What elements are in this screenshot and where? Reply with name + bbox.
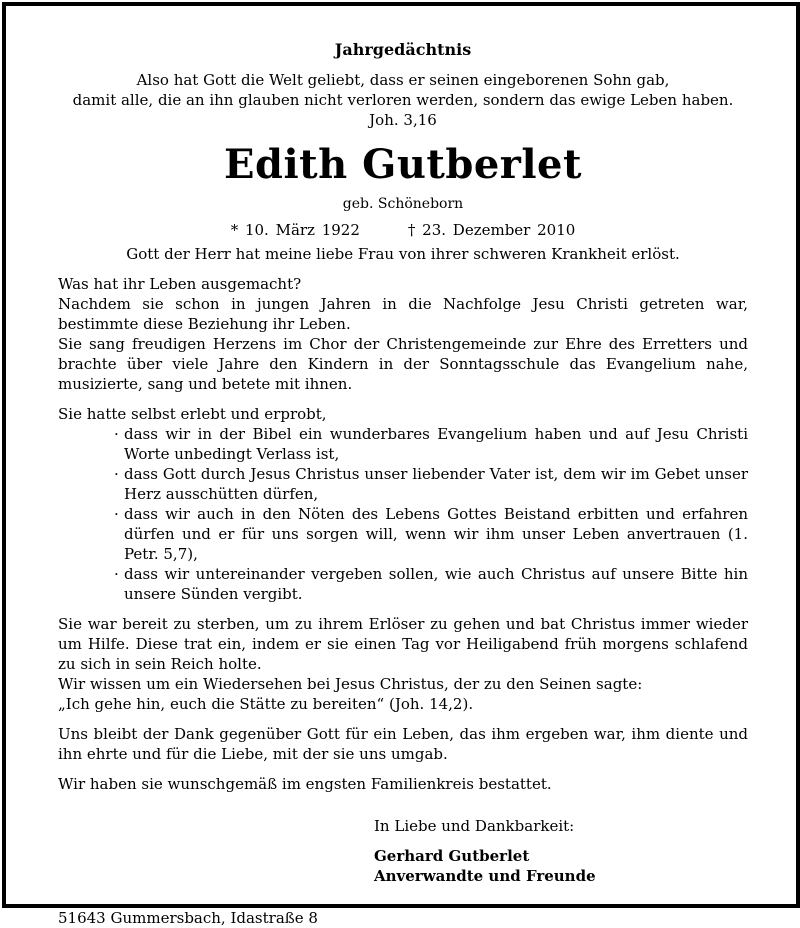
text-line: „Ich gehe hin, euch die Stätte zu bereiten“ (Joh. 14,2). (58, 695, 474, 713)
birth-name: geb. Schöneborn (342, 196, 464, 212)
verse-reference: Joh. 3,16 (369, 111, 437, 129)
text-line: Sie war bereit zu sterben, um zu ihrem Erlöser zu gehen und bat Christus immer wieder um Hilfe. Diese trat ein, indem er sie einen Tag vor Heiligabend früh morgens schlafend zu sich in sein Reich holte. (58, 615, 748, 673)
verse-line: Also hat Gott die Welt geliebt, dass er seinen eingeborenen Sohn gab, (136, 71, 670, 89)
birth-date: * 10. März 1922 (230, 221, 360, 239)
bible-verse (58, 70, 748, 130)
text-line: Nachdem sie schon in jungen Jahren in die Nachfolge Jesu Christi getreten war, bestimmte diese Beziehung ihr Leben. (58, 295, 748, 333)
death-date: † 23. Dezember 2010 (407, 221, 576, 239)
signatory-names (374, 846, 748, 886)
thanks-paragraph: Uns bleibt der Dank gegenüber Gott für ein Leben, das ihm ergeben war, ihm diente und ihn ehrte und für die Liebe, mit der sie uns umgab. (58, 725, 748, 763)
experience-intro: Sie hatte selbst erlebt und erprobt, (58, 405, 327, 423)
verse-line: damit alle, die an ihn glauben nicht verloren werden, sondern das ewige Leben haben. (72, 91, 734, 109)
burial-paragraph: Wir haben sie wunschgemäß im engsten Familienkreis bestattet. (58, 775, 552, 793)
notice-frame (2, 2, 800, 927)
deceased-name: Edith Gutberlet (224, 141, 582, 188)
signatory: Gerhard Gutberlet (374, 847, 530, 865)
list-item: · dass wir untereinander vergeben sollen, wie auch Christus auf unsere Bitte hin unsere Sünden vergibt. (116, 564, 748, 604)
address: 51643 Gummersbach, Idastraße 8 (58, 909, 318, 927)
experience-section (58, 404, 748, 604)
life-dates (58, 220, 748, 240)
text-line: Wir wissen um ein Wiedersehen bei Jesus Christus, der zu den Seinen sagte: (58, 675, 643, 693)
list-item: · dass wir auch in den Nöten des Lebens Gottes Beistand erbitten und erfahren dürfen und er für uns sorgen will, wenn wir ihm unser Leben anvertrauen (1. Petr. 5,7), (116, 504, 748, 564)
intro-line: Gott der Herr hat meine liebe Frau von ihrer schweren Krankheit erlöst. (126, 245, 680, 263)
signature-block (374, 816, 748, 886)
life-paragraph (58, 274, 748, 394)
list-item: · dass Gott durch Jesus Christus unser liebender Vater ist, dem wir im Gebet unser Herz ausschütten dürfen, (116, 464, 748, 504)
notice-heading: Jahrgedächtnis (334, 40, 472, 59)
signatory: Anverwandte und Freunde (374, 867, 596, 885)
experience-list (116, 424, 748, 604)
text-line: Was hat ihr Leben ausgemacht? (58, 275, 302, 293)
faith-paragraph (58, 614, 748, 714)
closing-line: In Liebe und Dankbarkeit: (374, 817, 575, 835)
text-line: Sie sang freudigen Herzens im Chor der Christengemeinde zur Ehre des Erretters und brachte über viele Jahre den Kindern in der Sonntagsschule das Evangelium nahe, musizierte, sang und betete mit ihnen. (58, 335, 748, 393)
notice-body (58, 34, 748, 928)
list-item: · dass wir in der Bibel ein wunderbares Evangelium haben und auf Jesu Christi Worte unbedingt Verlass ist, (116, 424, 748, 464)
